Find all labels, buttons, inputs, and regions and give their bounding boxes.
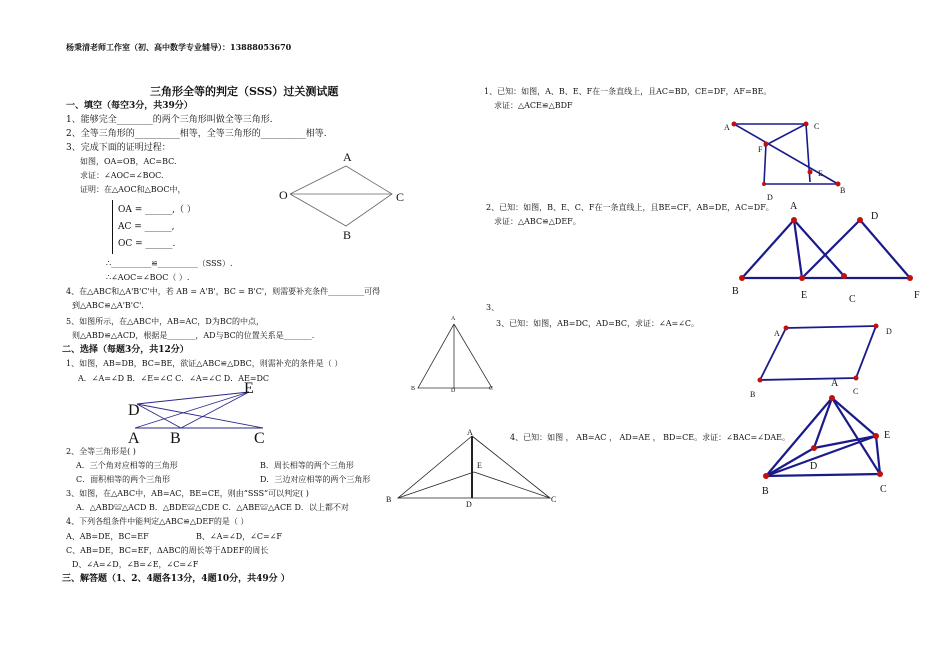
proof-conclusion-1: ∴__________≌__________（SSS）. — [106, 259, 233, 268]
problem-1-prove: 求证：△ACE≌△BDF — [494, 101, 573, 110]
figure-problem-4 — [758, 392, 898, 492]
question-3-given: 如图，OA=OB，AC=BC. — [80, 157, 177, 166]
p4-label-a: A — [831, 378, 839, 389]
choice-4-option-c: C、AB=DE，BC=EF，ΔABC的周长等于ΔDEF的周长 — [66, 546, 269, 555]
choice-2-option-c: C．面积相等的两个三角形 — [76, 475, 171, 484]
p1-label-d: D — [767, 193, 773, 202]
header-contact: 杨秉清老师工作室（初、高中数学专业辅导）：13888053670 — [66, 42, 292, 52]
p3-label-b: B — [750, 390, 756, 399]
iso-label-c: C — [489, 386, 494, 392]
kite-label-b: B — [343, 228, 352, 242]
choice-4-option-a: A、AB=DE，BC=EF — [66, 532, 149, 541]
section-choice: 二、选择（每题3分，共12分） — [62, 345, 189, 355]
p1-label-c: C — [814, 122, 820, 131]
iso-label-b: B — [411, 386, 416, 392]
proof-line-2: AC = ______, — [118, 222, 175, 232]
kite-label-a: A — [343, 150, 352, 164]
proof-brace — [112, 200, 113, 254]
abed-label-c: C — [551, 495, 557, 504]
abed-label-d: D — [466, 500, 472, 509]
abed-label-b: B — [386, 495, 392, 504]
cross-label-b: B — [170, 430, 181, 447]
problem-3-number: 3、 — [486, 303, 500, 312]
p3-label-d: D — [886, 327, 892, 336]
page-title: 三角形全等的判定（SSS）过关测试题 — [150, 85, 339, 98]
cross-label-a: A — [128, 430, 140, 447]
choice-3: 3、如图，在△ABC中，AB=AC，BE=CE，则由“SSS”可以判定( ) — [66, 489, 309, 498]
p4-label-c: C — [880, 484, 887, 495]
choice-2-option-b: B．周长相等的两个三角形 — [260, 461, 354, 470]
figure-problem-3 — [752, 320, 892, 390]
choice-2-option-a: A．三个角对应相等的三角形 — [76, 461, 178, 470]
abed-label-a: A — [467, 428, 473, 437]
choice-2-option-d: D．三边对应相等的两个三角形 — [260, 475, 371, 484]
question-3-prove: 求证：∠AOC=∠BOC. — [80, 171, 164, 180]
p1-label-f: F — [758, 145, 763, 154]
p2-label-a: A — [790, 201, 798, 212]
cross-label-d: D — [128, 402, 140, 419]
p4-label-d: D — [810, 461, 818, 472]
choice-2: 2、全等三角形是( ) — [66, 447, 136, 456]
iso-label-d: D — [451, 388, 456, 394]
question-4-line-1: 4、在△ABC和△A'B'C'中，若 AB = A'B'，BC = B'C'，则需要补充条件_________可得 — [66, 287, 381, 296]
figure-problem-1 — [720, 118, 850, 198]
choice-4-option-b: B、∠A=∠D，∠C=∠F — [196, 532, 282, 541]
p2-label-d: D — [871, 211, 879, 222]
question-3: 3、完成下面的证明过程： — [66, 143, 171, 153]
p2-label-c: C — [849, 294, 856, 305]
problem-1-given: 1、已知：如图，A、B、E、F在一条直线上，且AC=BD，CE=DF，AF=BE。 — [484, 87, 772, 96]
question-1: 1、能够完全________的两个三角形叫做全等三角形. — [66, 115, 273, 125]
choice-4-option-d: D、∠A=∠D，∠B=∠E，∠C=∠F — [72, 560, 199, 569]
section-fill-blank: 一、填空（每空3分，共39分） — [66, 101, 193, 111]
question-3-proof: 证明：在△AOC和△BOC中， — [80, 185, 186, 194]
kite-label-o: O — [279, 188, 288, 202]
abed-label-e: E — [477, 461, 482, 470]
problem-2-given: 2、已知：如图，B、E、C、F在一条直线上，且BE=CF，AB=DE，AC=DF。 — [486, 203, 774, 212]
p2-label-e: E — [801, 290, 808, 301]
p3-label-a: A — [774, 329, 780, 338]
proof-conclusion-2: ∴∠AOC=∠BOC（ ）. — [106, 273, 190, 282]
section-answers: 三、解答题（1、2、4题各13分，4题10分，共49分 ） — [62, 574, 290, 584]
p1-label-a: A — [724, 123, 730, 132]
p1-label-b: B — [840, 186, 846, 195]
p2-label-f: F — [914, 290, 920, 301]
choice-4: 4、下列各组条件中能判定△ABC≌△DEF的是（ ） — [66, 517, 249, 526]
choice-1: 1、如图，AB=DB，BC=BE，欲证△ABC≌△DBC，则需补充的条件是（ ） — [66, 359, 343, 368]
cross-label-e: E — [244, 380, 254, 397]
proof-line-1: OA = ______,（ ） — [118, 205, 196, 215]
question-2: 2、全等三角形的__________相等，全等三角形的__________相等. — [66, 129, 327, 139]
problem-4: 4、已知：如图 ， AB=AC ， AD=AE ， BD=CE。求证：∠BAC=∠DAE。 — [510, 433, 790, 442]
question-5-line-2: 则△ABD≌△ACD，根据是_______，AD与BC的位置关系是_______. — [72, 331, 315, 340]
figure-isosceles-abdc — [410, 318, 500, 398]
kite-label-c: C — [396, 190, 405, 204]
proof-line-3: OC = ______. — [118, 239, 176, 249]
p1-label-e: E — [818, 169, 823, 178]
question-4-line-2: 到△ABC≌△A'B'C'. — [72, 301, 144, 310]
problem-2-prove: 求证：△ABC≌△DEF。 — [494, 217, 581, 226]
iso-label-a: A — [451, 316, 456, 322]
p4-label-e: E — [884, 430, 891, 441]
p4-label-b: B — [762, 486, 769, 497]
p2-label-b: B — [732, 286, 739, 297]
question-5-line-1: 5、如图所示，在△ABC中，AB=AC，D为BC的中点， — [66, 317, 264, 326]
figure-problem-2 — [730, 212, 920, 292]
p3-label-c: C — [853, 387, 859, 396]
choice-1-options: A．∠A=∠D B．∠E=∠C C．∠A=∠C D．AE=DC — [78, 374, 270, 383]
figure-isosceles-abed — [396, 432, 556, 512]
problem-3: 3、已知：如图，AB=DC，AD=BC，求证：∠A=∠C。 — [496, 319, 700, 328]
cross-label-c: C — [254, 430, 265, 447]
choice-3-options: A．△ABD≌△ACD B．△BDE≌△CDE C．△ABE≌△ACE D．以上都不对 — [76, 503, 349, 512]
